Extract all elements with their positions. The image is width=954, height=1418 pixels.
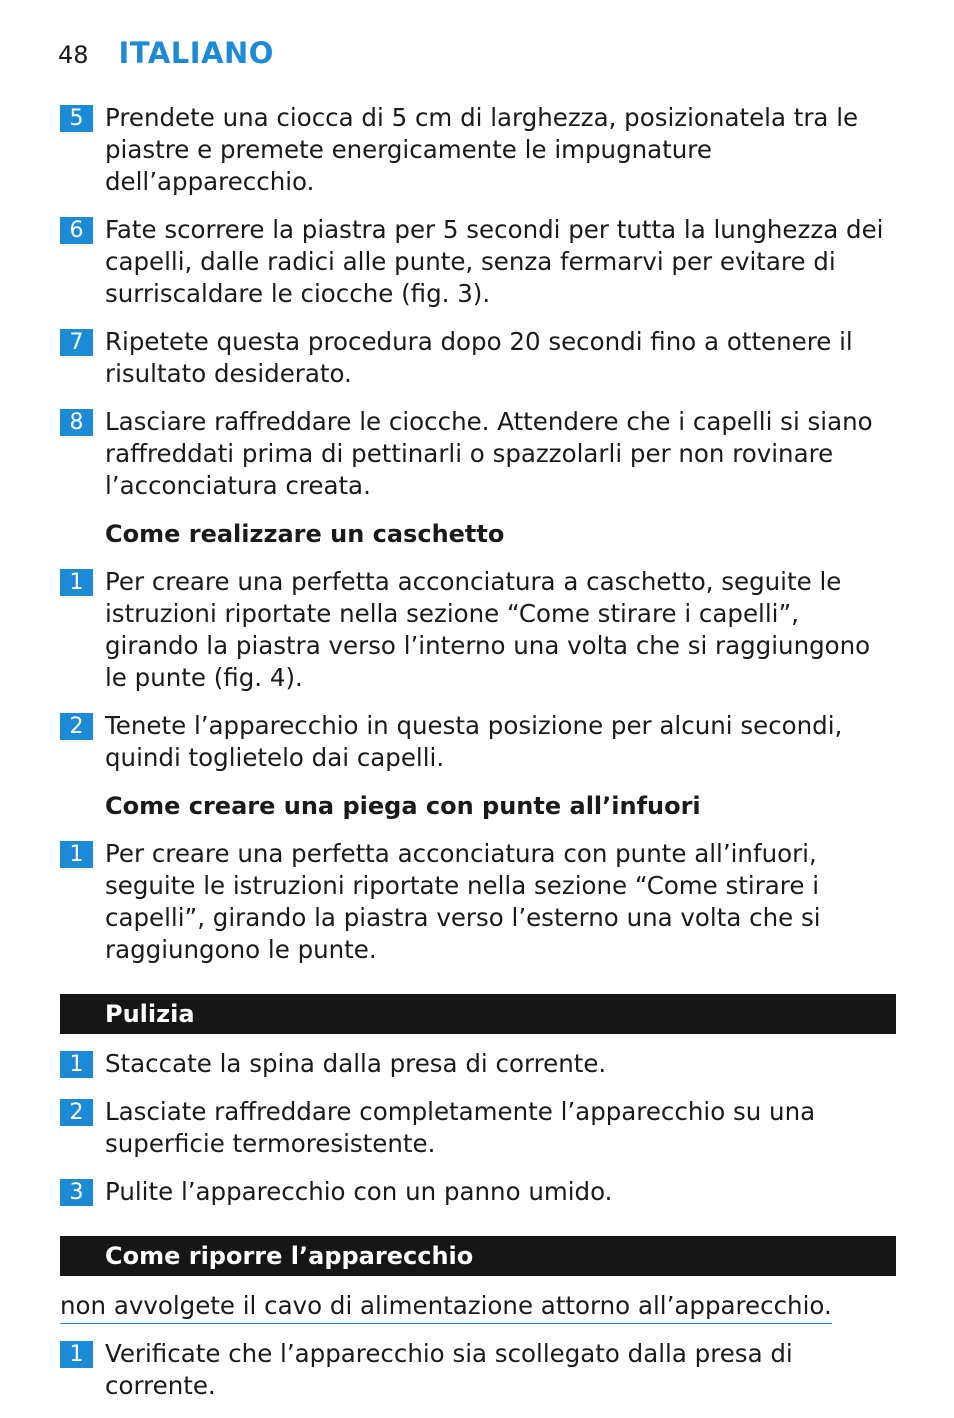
step-text: Tenete l’apparecchio in questa posizione per alcuni secondi, quindi toglietelo dai capelli. [105, 711, 843, 772]
step-text: Per creare una perfetta acconciatura con punte all’infuori, seguite le istruzioni riportate nella sezione “Come stirare i capelli”, girando la piastra verso l’esterno una volta che si raggiungono le punte. [105, 839, 821, 964]
storage-warning-text: non avvolgete il cavo di alimentazione attorno all’apparecchio. [60, 1290, 832, 1324]
step-item [60, 406, 896, 502]
step-text: Verificate che l’apparecchio sia scollegato dalla presa di corrente. [105, 1339, 793, 1400]
step-item [60, 326, 896, 390]
page-header [58, 36, 274, 70]
step-item [60, 1096, 896, 1160]
subsection-title-infuori: Come creare una piega con punte all’infuori [105, 792, 701, 820]
step-item [60, 1338, 896, 1402]
section-header-pulizia: Pulizia [60, 994, 896, 1034]
step-number-badge: 2 [60, 1099, 93, 1126]
step-text: Pulite l’apparecchio con un panno umido. [105, 1177, 613, 1206]
language-heading: ITALIANO [118, 36, 274, 70]
step-number-badge: 3 [60, 1179, 93, 1206]
step-item [60, 838, 896, 966]
step-number-badge: 1 [60, 569, 93, 596]
step-number-badge: 1 [60, 1341, 93, 1368]
step-item [60, 102, 896, 198]
subsection-title-caschetto: Come realizzare un caschetto [105, 520, 505, 548]
page-number: 48 [58, 41, 89, 69]
step-number-badge: 6 [60, 217, 93, 244]
step-text: Staccate la spina dalla presa di corrente. [105, 1049, 607, 1078]
section-header-riporre: Come riporre l’apparecchio [60, 1236, 896, 1276]
step-number-badge: 8 [60, 409, 93, 436]
step-item [60, 214, 896, 310]
step-number-badge: 7 [60, 329, 93, 356]
step-number-badge: 5 [60, 105, 93, 132]
step-number-badge: 2 [60, 713, 93, 740]
step-number-badge: 1 [60, 1051, 93, 1078]
step-item [60, 1048, 896, 1080]
step-number-badge: 1 [60, 841, 93, 868]
step-item [60, 710, 896, 774]
step-text: Ripetete questa procedura dopo 20 secondi fino a ottenere il risultato desiderato. [105, 327, 853, 388]
page-content [60, 102, 896, 1418]
step-text: Per creare una perfetta acconciatura a caschetto, seguite le istruzioni riportate nella sezione “Come stirare i capelli”, girando la piastra verso l’interno una volta che si raggiungono le punte (fig. 4). [105, 567, 871, 692]
step-text: Fate scorrere la piastra per 5 secondi per tutta la lunghezza dei capelli, dalle radici alle punte, senza fermarvi per evitare di surriscaldare le ciocche (fig. 3). [105, 215, 884, 308]
step-item [60, 566, 896, 694]
step-item [60, 1176, 896, 1208]
step-text: Lasciare raffreddare le ciocche. Attendere che i capelli si siano raffreddati prima di pettinarli o spazzolarli per non rovinare l’acconciatura creata. [105, 407, 873, 500]
step-text: Lasciate raffreddare completamente l’apparecchio su una superficie termoresistente. [105, 1097, 816, 1158]
step-text: Prendete una ciocca di 5 cm di larghezza, posizionatela tra le piastre e premete energicamente le impugnature dell’apparecchio. [105, 103, 859, 196]
